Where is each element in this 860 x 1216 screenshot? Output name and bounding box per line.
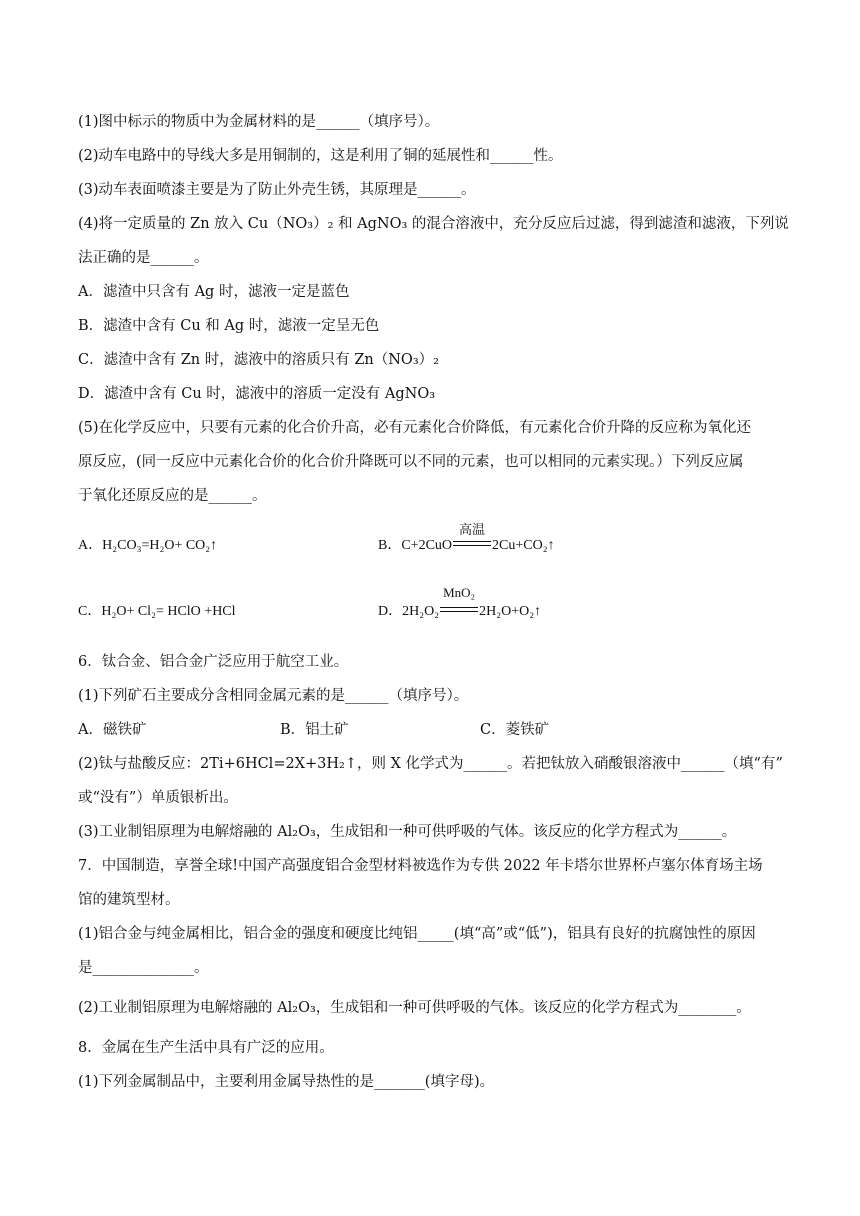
question-4-5-line3: 于氧化还原反应的是______。	[78, 488, 267, 504]
question-6-2-line2: 或“没有”）单质银析出。	[78, 790, 238, 806]
double-line	[440, 607, 478, 612]
formula-option-c: C．H₂O+ Cl₂= HClO +HCl	[78, 604, 236, 619]
ore-option-a: A．磁铁矿	[78, 722, 147, 738]
formula-option-d: D．2H₂O₂ MnO₂ 2H₂O+O₂↑	[378, 585, 542, 619]
ore-option-c: C．菱铁矿	[480, 722, 550, 738]
reaction-condition: 高温	[459, 522, 486, 537]
option-4-d: D．滤渣中含有 Cu 时，滤液中的溶质一定没有 AgNO₃	[78, 386, 436, 402]
question-8-1: (1)下列金属制品中，主要利用金属导热性的是_______(填字母)。	[78, 1074, 495, 1090]
question-4-5-line1: (5)在化学反应中，只要有元素的化合价升高，必有元素化合价降低，有元素化合价升降的反应称为氧化还	[78, 420, 752, 436]
question-4-5-line2: 原反应，(同一反应中元素化合价的化合价升降既可以不同的元素，也可以相同的元素实现。）下列反应属	[78, 454, 744, 470]
question-4-4-line1: (4)将一定质量的 Zn 放入 Cu（NO₃）₂ 和 AgNO₃ 的混合溶液中，充分反应后过滤，得到滤渣和滤液，下列说	[78, 216, 789, 232]
question-7-line1: 7．中国制造，享誉全球!中国产高强度铝合金型材料被选作为专供 2022 年卡塔尔世界杯卢塞尔体育场主场	[78, 858, 763, 874]
question-6: 6．钛合金、铝合金广泛应用于航空工业。	[78, 654, 349, 670]
option-4-c: C．滤渣中含有 Zn 时，滤液中的溶质只有 Zn（NO₃）₂	[78, 352, 439, 368]
ore-options	[78, 720, 778, 740]
question-6-3: (3)工业制铝原理为电解熔融的 Al₂O₃，生成铝和一种可供呼吸的气体。该反应的化学方程式为______。	[78, 824, 737, 840]
question-4-2: (2)动车电路中的导线大多是用铜制的，这是利用了铜的延展性和______性。	[78, 148, 563, 164]
option-4-a: A．滤渣中只含有 Ag 时，滤液一定是蓝色	[78, 284, 350, 300]
question-4-3: (3)动车表面喷漆主要是为了防止外壳生锈，其原理是______。	[78, 182, 476, 198]
option-4-b: B．滤渣中含有 Cu 和 Ag 时，滤液一定呈无色	[78, 318, 380, 334]
formula-option-a: A．H₂CO₃=H₂O+ CO₂↑	[78, 538, 218, 553]
question-7-2: (2)工业制铝原理为电解熔融的 Al₂O₃，生成铝和一种可供呼吸的气体。该反应的化学方程式为________。	[78, 1000, 751, 1016]
question-6-2-line1: (2)钛与盐酸反应：2Ti+6HCl=2X+3H₂↑，则 X 化学式为______。若把钛放入硝酸银溶液中______（填“有”	[78, 756, 783, 772]
question-8: 8．金属在生产生活中具有广泛的应用。	[78, 1040, 334, 1056]
reaction-catalyst: MnO₂	[443, 585, 476, 600]
question-6-1: (1)下列矿石主要成分含相同金属元素的是______（填序号）。	[78, 688, 469, 704]
question-4-1: (1)图中标示的物质中为金属材料的是______（填序号）。	[78, 114, 440, 130]
question-4-4-line2: 法正确的是______。	[78, 250, 209, 266]
double-line	[453, 541, 491, 546]
ore-option-b: B．铝土矿	[280, 722, 349, 738]
question-7-line2: 馆的建筑型材。	[78, 892, 180, 908]
question-7-1-line2: 是______________。	[78, 960, 209, 976]
formula-option-b: B．C+2CuO 高温 2Cu+CO₂↑	[378, 534, 555, 554]
question-7-1-line1: (1)铝合金与纯金属相比，铝合金的强度和硬度比纯铝_____(填“高”或“低”)，铝具有良好的抗腐蚀性的原因	[78, 926, 756, 942]
